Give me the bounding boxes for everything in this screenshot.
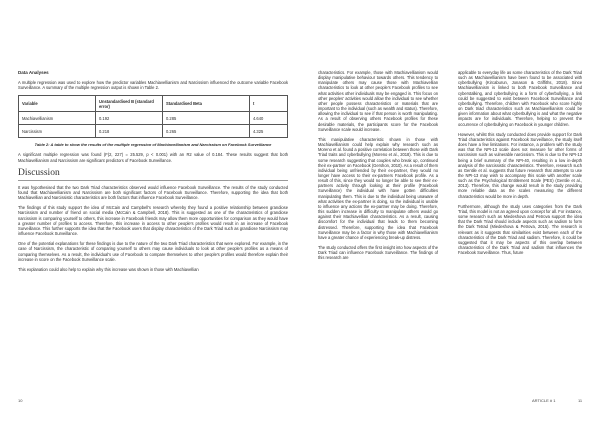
body-paragraph: applicable to everyday life as some characteristics of the Dark Triad such as Machiavellianism have been found to be associated with cyberbullying (Kircaburun, Jonason & Griffiths, 2018). Since Machiavellianism is linked to both Facebook Surveillance and cyberstalking, and cyberbullying is a form of cyberbullying, a link could be suggested to exist between Facebook Surveillance and cyberbullying. Therefore, children with Facebook who score highly on Dark triad characteristics such as Machiavellianism could be given information about what cyberbullying is and what the negative impacts are for individuals. Therefore, helping to prevent the occurrence of cyberbullying on Facebook in younger children. (458, 70, 582, 127)
table-header-cell: Variable (19, 96, 96, 112)
table-header-cell: t (250, 96, 288, 112)
discussion-paragraph: This explanation could also help to explain why this increase was shown in those with Machiavellian (18, 266, 199, 272)
right-page-number: 11 (578, 398, 583, 403)
table-header-cell: Unstandardised B (standard error) (96, 96, 163, 112)
discussion-paragraph: It was hypothesised that the two Dark Triad characteristics observed would influence Facebook Surveillance. The results of the study conducted found that Machiavellianism and Narcissism are both significant factors of Facebook Surveillance. Therefore, supporting the idea that both Machiavellian and Narcissistic characteristics are both factors that influence Facebook Surveillance. (18, 184, 288, 201)
table-cell: 4.640 (250, 112, 288, 125)
table-header-row (19, 96, 288, 112)
table-cell: 0.192 (96, 112, 163, 125)
table-cell: 4.325 (250, 125, 288, 138)
table-cell: 0.285 (163, 112, 250, 125)
body-paragraph: However, whilst this study conducted does provide support for Dark Triad characteristics against Facebook Surveillance, the study itself does have a few limitations. For instance, a problem with the study was that the NPI-13 scale does not measure for other forms of narcissism such as vulnerable narcissism. This is due to the NPI-13 being a brief summary of the NPI-40, resulting in a low in-depth analysis of the narcissistic characteristics. Therefore, research such as Gentile et al. suggests that future research that attempts to use the NPI-13 may wish to accompany this scale with another scale such as the Psychological Entitlement Scale (PES) (Gentile et al., 2013). Therefore, this change would result in the study providing more reliable data as the scales measuring the different characteristics would be more in depth. (458, 131, 582, 199)
discussion-paragraph: The findings of this study support the idea of McCain and Campbell's research whereby they found a positive relationship between grandiose Narcissism and number of friend on social media (McCain & Campbell, 2018). This is suggested as one of the characteristics of grandiose narcissism is comparing yourself to others, this increase in Facebook friends may allow them more opportunities for comparison as they would have a greater number of profiles to access. Therefore, this increase in access to other people's profiles would result in an increase of Facebook Surveillance. This further supports the idea that the Facebook users that display characteristics of the Dark Triad such as grandiose Narcissism may influence Facebook Surveillance. (18, 205, 288, 237)
table-caption: Table 2: A table to show the results of the multiple regression of Machiavellianism and Narcissism on Facebook Surveillance (34, 142, 272, 148)
regression-table (18, 95, 288, 138)
table-row (19, 125, 288, 138)
middle-column (318, 70, 438, 265)
body-paragraph: This manipulative characteristic shown in those with Machiavellianism could help explain why research such as Moreno et al. found a positive correlation between those with Dark Triad traits and cyberbullying (Moreno et al., 2018). This is due to some research suggesting that couples who break up, continued their ex-partner on Facebook (Gershon, 2010). As a result of them individual being unfriended by their ex-partner, they would no longer have access to their ex-partners Facebook profile. As a result of this, since they would no longer be able to see their ex-partners activity through looking at their profile (Facebook Surveillance) the individual with have gotten difficulties manipulating them. This is due to the individual being unaware of what activities the ex-partner is doing, so the individual is unable to influence any actions the ex-partner may be doing. Therefore, this sudden increase in difficulty to manipulate others would go against their Machiavellian characteristics. As a result, causing discomfort for the individual that leads to them becoming distressed. Therefore, supporting the idea that Facebook Surveillance may be a factor in why those with Machiavellianism have a greater chance of experiencing break-up distress. (318, 136, 438, 240)
discussion-heading: Discussion (18, 168, 288, 181)
body-paragraph: Furthermore, although the study uses categories from the Dark Triad, this model is not an agreed upon concept for all. For instance, some research such as Miedeshova and Petrova support the idea that the Dark Triad should include aspects such as sadism to form the Dark Tetrad (Miedeshova & Petrova, 2015). The research is relevant as it suggests that similarities exist between each of the characteristics of the Dark Triad and sadism. Therefore, it could be suggested that it may be aspects of this overlap between characteristics of the Dark Triad and sadism that influences the Facebook Surveillance. Thus, future (458, 203, 582, 256)
body-paragraph: The study conducted offers the first insight into how aspects of the Dark Triad can influence Facebook Surveillance. The findings of this research are (318, 245, 438, 261)
table-cell: 0.218 (96, 125, 163, 138)
left-column (18, 70, 288, 277)
discussion-paragraph: One of the potential explanations for these findings is due to the nature of the two Dark Triad characteristics that were explored. For example, in the case of Narcissism, the characteristic of comparing yourself to others may cause individuals to look at other people's profiles as a means of comparing themselves. As a result, the individual's use of Facebook to compare themselves to other people's profiles would therefore explain their increase in score on the Facebook Surveillance scale. (18, 241, 288, 262)
results-text: A significant multiple regression was found (F(2, 227) = 25.529, p < 0.001) with an R2 value of 0.184. These results suggest that both Machiavellianism and Narcissism are significant predictors of Facebook Surveillance. (18, 152, 288, 163)
table-cell: Machiavellianism (19, 112, 96, 125)
article-label: ARTICLE # 1 (532, 398, 556, 403)
left-page-number: 10 (18, 398, 23, 403)
table-cell: 0.265 (163, 125, 250, 138)
data-analyses-intro: A multiple regression was used to explore how the predictor variables Machiavellianism and Narcissism influenced the outcome variable Facebook Surveillance. A summary of the multiple regression output is shown in Table 2. (18, 80, 288, 91)
data-analyses-heading: Data Analyses (18, 70, 49, 75)
table-header-cell: Standardised Beta (163, 96, 250, 112)
body-paragraph: characteristics. For example, those with Machiavellianism would display manipulative behaviour towards others. This tendency to manipulate others may cause those with Machiavellian characteristics to look at other people's Facebook profiles to see what activities other individuals may be engaged in. This focus on other peoples' activities would allow the individual to see whether other people possess characteristics or materials that are important to the individual (such as wealth and status). Therefore, allowing the individual to see if that person is worth manipulating. As a result of observing others Facebook profiles for these desirable materials, the participants score for the Facebook Surveillance scale would increase. (318, 70, 438, 132)
right-column (458, 70, 582, 260)
table-row (19, 112, 288, 125)
table-cell: Narcissism (19, 125, 96, 138)
